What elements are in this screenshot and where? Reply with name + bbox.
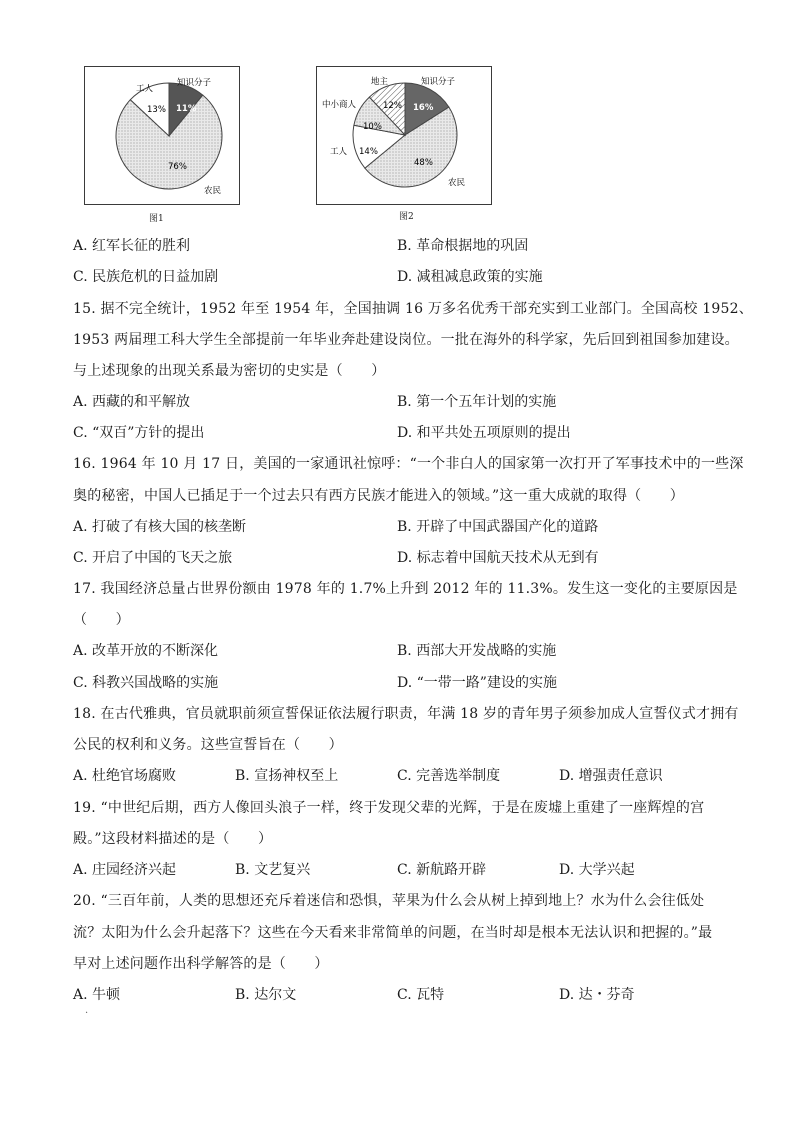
figure-1-pie-chart xyxy=(84,66,240,205)
fig2-label-intellectuals: 知识分子 xyxy=(421,77,456,87)
q19-option-b[interactable]: B. 文艺复兴 xyxy=(235,862,311,878)
fig1-value-workers: 13% xyxy=(147,105,166,115)
q14-option-a[interactable]: A. 红军长征的胜利 xyxy=(73,238,191,254)
q20-stem-line-1: 20. “三百年前，人类的思想还充斥着迷信和恐惧，苹果为什么会从树上掉到地上？水为什么会往低处 xyxy=(73,893,705,909)
fig1-label-farmers: 农民 xyxy=(204,186,222,196)
fig2-value-farmers: 48% xyxy=(414,158,433,168)
q19-stem-line-1: 19. “中世纪后期，西方人像回头浪子一样，终于发现父辈的光辉，于是在废墟上重建了一座辉煌的宫 xyxy=(73,800,705,816)
fig2-value-intellectuals: 16% xyxy=(413,103,434,113)
fig2-label-small-merchants: 中小商人 xyxy=(322,100,357,110)
q19-stem-line-2: 殿。”这段材料描述的是（ ） xyxy=(73,831,273,847)
fig2-value-landlords: 12% xyxy=(383,101,402,111)
figure-1-svg xyxy=(85,67,239,204)
q15-stem-line-3: 与上述现象的出现关系最为密切的史实是（ ） xyxy=(73,363,386,379)
fig2-label-landlords: 地主 xyxy=(371,77,389,87)
q16-option-a[interactable]: A. 打破了有核大国的核垄断 xyxy=(73,519,247,535)
fig1-label-intellectuals: 知识分子 xyxy=(177,78,212,88)
q18-option-b[interactable]: B. 宣扬神权至上 xyxy=(235,768,339,784)
q18-stem-line-1: 18. 在古代雅典，官员就职前须宣誓保证依法履行职责，年满 18 岁的青年男子须参加成人宣誓仪式才拥有 xyxy=(73,706,739,722)
q17-option-d[interactable]: D. “一带一路”建设的实施 xyxy=(397,675,557,691)
fig2-value-small-merchants: 10% xyxy=(363,122,382,132)
q16-stem-line-2: 奥的秘密，中国人已插足于一个过去只有西方民族才能进入的领域。”这一重大成就的取得（ ） xyxy=(73,488,684,504)
q17-option-c[interactable]: C. 科教兴国战略的实施 xyxy=(73,675,219,691)
fig2-value-workers: 14% xyxy=(359,147,378,157)
q19-option-c[interactable]: C. 新航路开辟 xyxy=(397,862,487,878)
q16-stem-line-1: 16. 1964 年 10 月 17 日，美国的一家通讯社惊呼：“一个非白人的国家第一次打开了军事技术中的一些深 xyxy=(73,456,744,472)
q15-option-d[interactable]: D. 和平共处五项原则的提出 xyxy=(397,425,571,441)
fig1-value-intellectuals: 11% xyxy=(176,104,197,114)
q17-stem-line-2: （ ） xyxy=(73,612,130,628)
q16-option-b[interactable]: B. 开辟了中国武器国产化的道路 xyxy=(397,519,599,535)
fig2-label-farmers: 农民 xyxy=(448,178,466,188)
q20-option-b[interactable]: B. 达尔文 xyxy=(235,987,297,1003)
q15-option-a[interactable]: A. 西藏的和平解放 xyxy=(73,394,191,410)
q20-stem-line-2: 流？太阳为什么会升起落下？这些在今天看来非常简单的问题，在当时却是根本无法认识和把握的。”最 xyxy=(73,925,713,941)
q14-option-b[interactable]: B. 革命根据地的巩固 xyxy=(397,238,529,254)
q14-option-d[interactable]: D. 减租减息政策的实施 xyxy=(397,269,543,285)
figure-2-slices xyxy=(353,83,457,187)
fig1-value-farmers: 76% xyxy=(168,162,187,172)
q16-option-c[interactable]: C. 开启了中国的飞天之旅 xyxy=(73,550,233,566)
q17-option-b[interactable]: B. 西部大开发战略的实施 xyxy=(397,643,557,659)
q14-option-c[interactable]: C. 民族危机的日益加剧 xyxy=(73,269,219,285)
q18-stem-line-2: 公民的权利和义务。这些宣誓旨在（ ） xyxy=(73,737,343,753)
figure-2-svg xyxy=(317,67,491,204)
q20-option-d[interactable]: D. 达・芬奇 xyxy=(559,987,635,1003)
q18-option-c[interactable]: C. 完善选举制度 xyxy=(397,768,501,784)
figure-1-slices xyxy=(116,83,222,189)
q19-option-d[interactable]: D. 大学兴起 xyxy=(559,862,635,878)
q17-stem-line-1: 17. 我国经济总量占世界份额由 1978 年的 1.7%上升到 2012 年的 11.3%。发生这一变化的主要原因是 xyxy=(73,581,738,597)
fig1-label-workers: 工人 xyxy=(136,84,154,94)
q15-option-c[interactable]: C. “双百”方针的提出 xyxy=(73,425,205,441)
q17-option-a[interactable]: A. 改革开放的不断深化 xyxy=(73,643,219,659)
q18-option-a[interactable]: A. 杜绝官场腐败 xyxy=(73,768,177,784)
figure-2-caption: 图2 xyxy=(399,212,414,222)
q20-option-a[interactable]: A. 牛顿 xyxy=(73,987,121,1003)
q15-option-b[interactable]: B. 第一个五年计划的实施 xyxy=(397,394,557,410)
q15-stem-line-2: 1953 两届理工科大学生全部提前一年毕业奔赴建设岗位。一批在海外的科学家，先后回到祖国参加建设。 xyxy=(73,332,739,348)
scan-mark: · xyxy=(85,1008,89,1019)
q20-stem-line-3: 早对上述问题作出科学解答的是（ ） xyxy=(73,956,329,972)
q15-stem-line-1: 15. 据不完全统计，1952 年至 1954 年，全国抽调 16 万多名优秀干部充实到工业部门。全国高校 1952、 xyxy=(73,301,753,317)
q19-option-a[interactable]: A. 庄园经济兴起 xyxy=(73,862,177,878)
q16-option-d[interactable]: D. 标志着中国航天技术从无到有 xyxy=(397,550,599,566)
q20-option-c[interactable]: C. 瓦特 xyxy=(397,987,445,1003)
q18-option-d[interactable]: D. 增强责任意识 xyxy=(559,768,663,784)
figure-1-caption: 图1 xyxy=(149,214,164,224)
figure-2-pie-chart xyxy=(316,66,492,205)
fig2-label-workers: 工人 xyxy=(330,147,348,157)
